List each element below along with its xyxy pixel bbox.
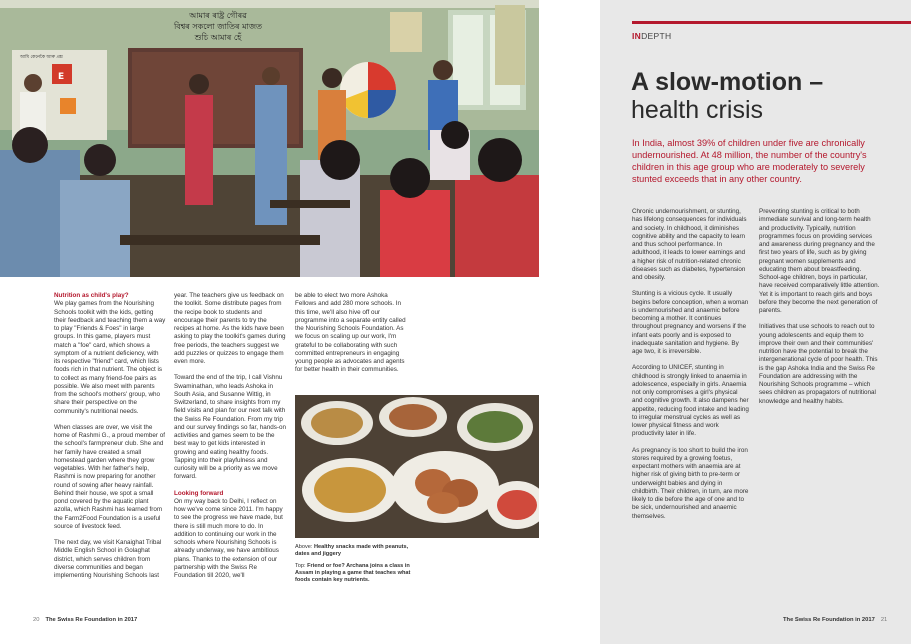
board-letter-1: E — [58, 72, 65, 82]
article-intro: In India, almost 39% of children under five are chronically undernourished. At 48 million, the number of the country's children in this age group who are moderately to severely stunted exceeds that in any other country. — [632, 138, 867, 184]
caption-text: Friend or foe? Archana joins a class in Assam in playing a game that teaches what foods contain key nutrients. — [295, 563, 411, 584]
paragraph: When classes are over, we visit the home of Rashmi G., a proud member of the school's farmpreneur club. She and her family have created a small homestead garden where they grow vegetables. With her father's help, Rashmi is now preparing for another round of sowing after heavy rainfall. Behind their house, we spot a small pond covered by the aquatic plant azolla, which Rashmi has learned from the Farm2Food Foundation is a useful source of livestock feed. — [54, 423, 165, 530]
left-column-1 — [54, 292, 166, 588]
section-tag-rest: DEPTH — [641, 31, 672, 41]
headline-line-2: health crisis — [631, 96, 763, 124]
paragraph: As pregnancy is too short to build the iron stores required by a growing foetus, expectant mothers with anaemia are at higher risk of giving birth to pre-term or underweight babies and dying in childbirth. Their children, in turn, are more likely to die before the age of one and to be sick, undernourished and anaemic themselves. — [632, 446, 749, 520]
caption-prefix: Top: — [295, 563, 308, 569]
section-tag — [632, 31, 671, 41]
page-number-left: 20 — [33, 617, 40, 623]
wall-sign-line1: আমাৰ ৰাষ্ট্ৰ গৌৰৱ — [189, 11, 247, 20]
food-photo — [295, 395, 539, 538]
caption-top — [295, 563, 420, 585]
left-column-3 — [295, 292, 407, 383]
right-column-2 — [759, 208, 880, 414]
paragraph: The next day, we visit Kanaighat Tribal Middle English School in Golaghat district, which serves children from diverse communities and began implementing Nourishing Schools last — [54, 539, 162, 579]
paragraph: Toward the end of the trip, I call Vishnu Swaminathan, who leads Ashoka in South Asia, and Susanne Wittig, in Switzerland, to share insights from my field visits and plan for our next talk with the Swiss Re Foundation. From my trip and our survey findings so far, hands-on activities and games seem to be the best way to get kids interested in growing and eating healthy foods. Tapping into their playfulness and curiosity will be a priority as we move forward. — [174, 374, 287, 481]
paragraph: On my way back to Delhi, I reflect on how we've come since 2011. I'm happy to see the progress we have made, but there is still much more to do. In addition to continuing our work in the schools where Nourishing Schools is already underway, we have ambitious plans. Thanks to the extension of our partnership with the Swiss Re Foundation till 2020, we'll — [174, 497, 283, 579]
sign-left: আমি কেনেকৈ আৰু প্ৰশ্ন — [20, 55, 63, 60]
right-page — [600, 0, 911, 644]
section-tag-highlight: IN — [632, 31, 642, 41]
article-headline — [631, 68, 901, 124]
paragraph: be able to elect two more Ashoka Fellows and add 280 more schools. In this time, we'll also hive off our programme into a separate entity called the Nourishing Schools Foundation. As we focus on scaling up our work, I'm grateful to be collaborating with such committed entrepreneurs in engaging young people as advocates and agents for better health in their communities. — [295, 292, 406, 374]
caption-above — [295, 544, 420, 558]
left-column-2 — [174, 292, 286, 588]
publication-title: The Swiss Re Foundation in 2017 — [45, 617, 138, 623]
paragraph: We play games from the Nourishing Schools toolkit with the kids, getting their feedback and teaching them a way to play "Friends & Foes" in large groups. In this game, players must match a "foe" card, which shows a symptom of a nutrient deficiency, with its respective "friend" card, which lists foods rich in that nutrient. The object is to collect as many friend-foe pairs as possible. We also meet with parents from the school's mothers' group, who share their perspective on the community's nutritional needs. — [54, 300, 166, 415]
wall-sign-line3: শুচি আমাৰ হেঁ — [194, 33, 242, 42]
headline-line-1: A slow-motion – — [631, 68, 824, 96]
paragraph: According to UNICEF, stunting in childhood is strongly linked to anaemia in adolescence, especially in girls. Anaemia not only compromises a girl's physical and cognitive growth. It also dampens her appetite, reducing food intake and leading to irregular menstrual cycles as well as lower physical fitness and work productivity later in life. — [632, 364, 749, 438]
paragraph: Stunting is a vicious cycle. It usually begins before conception, when a woman is undernourished and anaemic before becoming a mother. It continues throughout pregnancy and worsens if the infant eats poorly and is exposed to inadequate sanitation and hygiene. By age two, it is irreversible. — [632, 290, 749, 355]
paragraph: Preventing stunting is critical to both immediate survival and long-term health and productivity. Typically, nutrition programmes focus on providing services and awareness during pregnancy and the first two years of life, such as by giving pregnant women supplements and educating them about breastfeeding. School-age children, boys in particular, have received comparatively little attention. Yet it is important to reach girls and boys before they become the next generation of parents. — [759, 208, 880, 314]
caption-prefix: Above: — [295, 544, 314, 550]
wall-sign-line2: বিশ্বৰ সকলো জাতিৰ মাজত — [173, 22, 263, 31]
page-number-right: 21 — [880, 617, 888, 623]
caption-text: Healthy snacks made with peanuts, dates and jiggery — [295, 544, 409, 558]
paragraph: Chronic undernourishment, or stunting, has lifelong consequences for individuals and society. In childhood, it diminishes cognitive ability and the capacity to learn and thus school performance. In adulthood, it leads to lower earnings and a higher risk of nutrition-related chronic diseases such as diabetes, hypertension and obesity. — [632, 208, 747, 281]
right-column-1 — [632, 208, 749, 529]
publication-title: The Swiss Re Foundation in 2017 — [783, 617, 875, 623]
paragraph: Initiatives that use schools to reach out to young adolescents and equip them to improve their own and their communities' nutrition have the potential to break the intergenerational cycle of poor health. This is the gap Ashoka India and the Swiss Re Foundation are addressing with the Nourishing Schools programme – which sees children as propagators of nutritional knowledge and healthy habits. — [759, 323, 878, 405]
section-heading-nutrition: Nutrition as child's play? — [54, 292, 129, 299]
section-heading-looking-forward: Looking forward — [174, 489, 224, 497]
accent-bar — [632, 21, 911, 24]
classroom-photo — [0, 0, 539, 277]
footer-left — [33, 617, 137, 623]
footer-right — [783, 617, 887, 623]
paragraph: year. The teachers give us feedback on the toolkit. Some distribute pages from the recipe book to students and encourage their parents to try the recipes at home. As the kids have been asking to play the toolkit's games during free periods, the teachers suggest we add puzzles or quizzes to engage them even more. — [174, 292, 286, 365]
